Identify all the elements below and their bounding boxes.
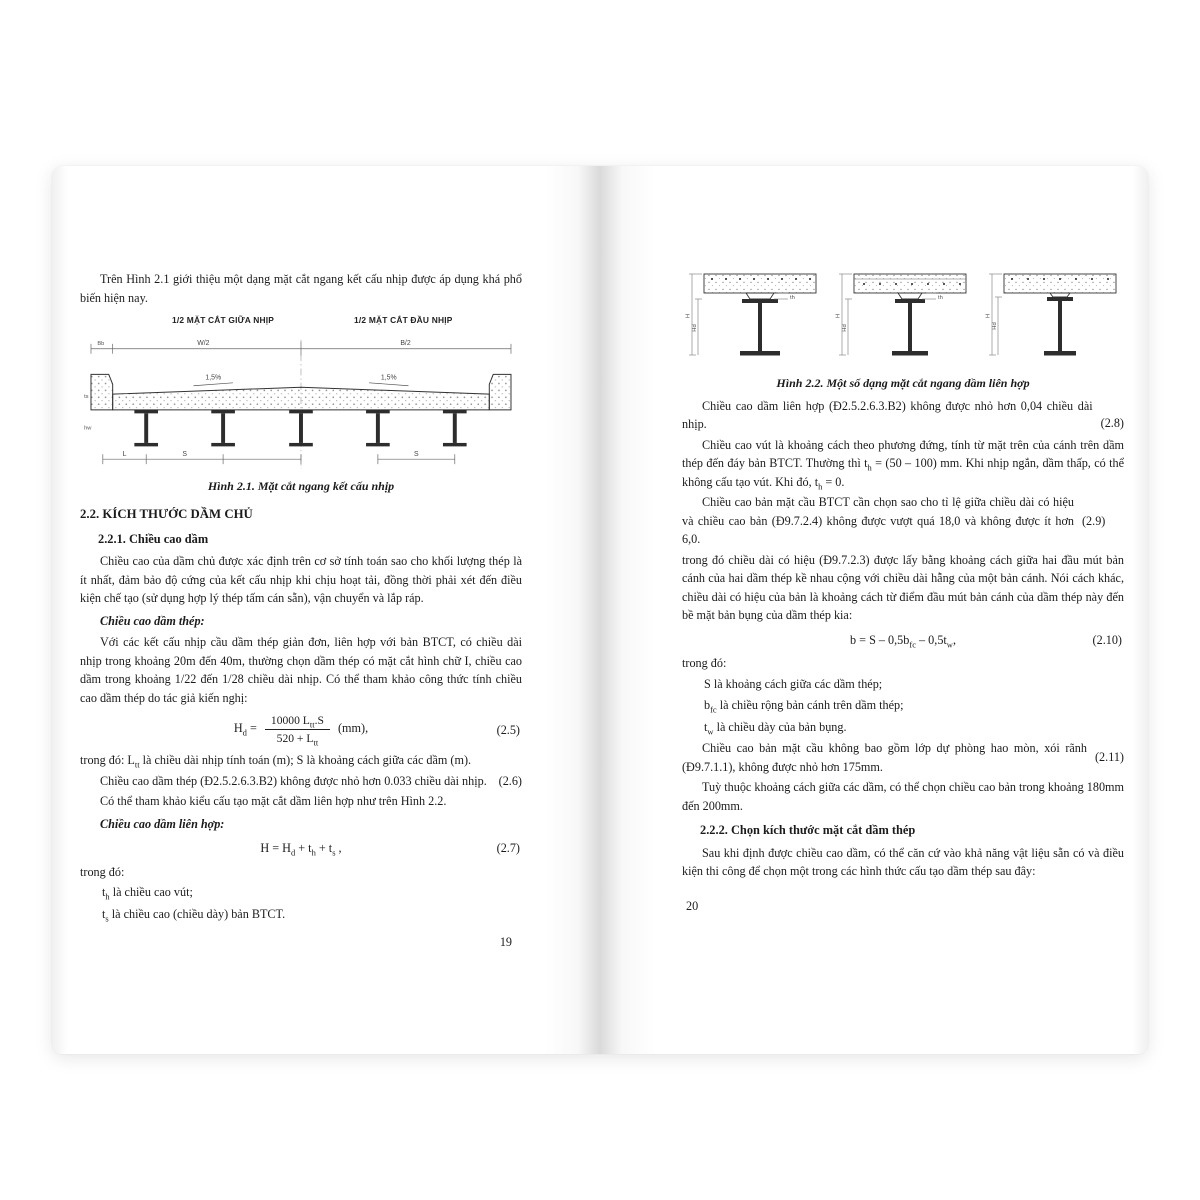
definition-th: $t_h$ là chiều cao vút; <box>102 885 193 902</box>
equation-2-5 <box>80 713 522 746</box>
paragraph-select-section: Sau khi định được chiều cao dầm, có thể căn cứ vào khả năng vật liệu sẵn có và điều kiện thi công để chọn một trong các hình thức cấu tạo dầm thép sau đây: <box>682 845 1124 878</box>
dim-h-label-2: H <box>835 313 842 319</box>
dim-hd-label-1: Hd <box>692 324 698 332</box>
note-equation-2-5: trong đó: $L_{tt}$ là chiều dài nhịp tính toán (m); S là khoảng cách giữa các dầm (m). <box>80 753 472 770</box>
dim-h-label-1: H <box>685 313 692 319</box>
rule-2-8-row <box>682 397 1124 434</box>
dim-ts-label: ts <box>84 393 89 400</box>
figure-2-1 <box>80 311 522 495</box>
equation-2-10-body: $b = S - 0,5b_{fc} - 0,5t_w$, <box>850 632 956 649</box>
section-2-2-2-heading: 2.2.2. Chọn kích thước mặt cắt dầm thép <box>700 823 916 837</box>
dim-th-label-2: th <box>938 295 943 301</box>
paragraph-girder-height: Chiều cao của dầm chủ được xác định trên cơ sở tính toán sao cho khối lượng thép là ít nhất, đảm bảo độ cứng của kết cấu nhịp khi chịu hoạt tải, đồng thời phải xét đến điều kiện chế tạo (sử dụng hợp lý thép tấm cán sẵn), vận chuyển và lắp ráp. <box>80 554 522 605</box>
steel-beam-3 <box>1044 297 1076 356</box>
page-number-20: 20 <box>686 898 699 913</box>
paragraph-slab-range: Tuỳ thuộc khoảng cách giữa các dầm, có thể chọn chiều cao bản trong khoảng 180mm đến 200mm. <box>682 780 1124 813</box>
equation-2-5-number: (2.5) <box>496 722 520 737</box>
barrier-left <box>91 374 113 409</box>
rule-2-6-text: Chiều cao dầm thép (Đ2.5.2.6.3.B2) không được nhỏ hơn 0.033 chiều dài nhịp. <box>100 773 487 788</box>
barrier-right <box>489 374 511 409</box>
equation-2-9-number: (2.9) <box>1082 513 1106 528</box>
figure-2-1-drawing <box>80 333 520 473</box>
dim-th-label-1: th <box>790 295 795 301</box>
equation-2-8-number: (2.8) <box>1100 416 1124 430</box>
slab <box>113 387 490 410</box>
rule-2-11-text: Chiều cao bản mặt cầu không bao gồm lớp dự phòng hao mòn, xói rãnh (Đ9.7.1.1), không được nhỏ hơn 175mm. <box>682 741 1087 774</box>
girder-group <box>134 409 466 445</box>
page-edge-shadow-left <box>52 166 68 1054</box>
figure-2-2-diagram-3 <box>984 266 1122 370</box>
equation-2-10-number: (2.10) <box>1092 632 1122 647</box>
equation-2-7-number: (2.7) <box>496 841 520 856</box>
figure-2-1-label-mid-span: 1/2 MẶT CẮT GIỮA NHỊP <box>172 315 275 325</box>
book-spread <box>52 166 1148 1054</box>
book-gutter-shadow <box>545 166 655 1054</box>
equation-2-5-body <box>233 714 369 748</box>
dim-hd-label-2: Hd <box>842 324 848 332</box>
slab-1 <box>704 274 816 293</box>
equation-2-7 <box>80 839 522 858</box>
dim-hd-label-3: Hd <box>992 322 998 330</box>
equation-2-6-number: (2.6) <box>498 773 522 788</box>
figure-2-1-caption: Hình 2.1. Mặt cắt ngang kết cấu nhịp <box>207 478 395 493</box>
paragraph-steel-girder: Với các kết cấu nhịp cầu dầm thép giản đơn, liên hợp với bản BTCT, có chiều dài nhịp trong khoảng 20m đến 40m, thường chọn dầm thép có mặt cắt hình chữ I, chiều cao dầm trong khoảng 1/22 đến 1/28 chiều dài nhịp. Có thể tham khảo công thức tính chiều cao dầm thép do tác giả kiến nghị: <box>80 635 522 705</box>
rule-2-8-text: Chiều cao dầm liên hợp (Đ2.5.2.6.3.B2) không được nhỏ hơn 0,04 chiều dài nhịp. <box>682 398 1093 431</box>
rule-2-9-row <box>682 493 1124 549</box>
rule-2-6-row <box>80 772 522 791</box>
where-2-7: trong đó: <box>80 864 125 879</box>
figure-2-1-label-end-span: 1/2 MẶT CẮT ĐẦU NHỊP <box>354 315 453 325</box>
dim-l-label: L <box>122 450 127 458</box>
steel-beam-2 <box>892 299 928 356</box>
reference-figure-2-2: Có thể tham khảo kiểu cấu tạo mặt cắt dầm liên hợp như trên Hình 2.2. <box>100 794 447 809</box>
equation-2-7-body: $H = H_d + t_h + t_s$ , <box>260 841 342 858</box>
eq-2-5-denominator: $520 + L_{tt}$ <box>276 732 319 748</box>
figure-2-2 <box>682 266 1124 393</box>
page-number-19: 19 <box>499 935 512 950</box>
section-2-2-heading: 2.2. KÍCH THƯỚC DẦM CHỦ <box>80 507 253 521</box>
definition-tw: $t_w$ là chiều dày của bản bụng. <box>704 719 847 736</box>
page-edge-shadow-right <box>1132 166 1148 1054</box>
paragraph-effective-length: trong đó chiều dài có hiệu (Đ9.7.2.3) được lấy bằng khoảng cách giữa hai đầu mút bản cánh của hai dầm thép kề nhau cộng với chiều dài hẫng của một bản cánh. Nói cách khác, chiều dài có hiệu của bản là khoảng cách từ điểm đầu mút bản cánh của dầm thép này đến bề mặt bản bụng của dầm thép kia: <box>682 552 1124 622</box>
equation-2-11-number: (2.11) <box>1095 750 1124 765</box>
haunch-2 <box>898 293 922 299</box>
haunch-1 <box>746 293 774 299</box>
dim-w2-label: W/2 <box>197 339 210 347</box>
slab-2 <box>854 274 966 293</box>
paragraph-haunch: Chiều cao vút là khoảng cách theo phương đứng, tính từ mặt trên của cánh trên dầm thép đến đáy bản BTCT. Thường thì $t_h = (50 - 100)$ mm. Khi nhịp ngắn, dầm thấp, có thể không cấu tạo vút. Khi đó, $t_h = 0$. <box>682 437 1124 491</box>
slope-right-label: 1,5% <box>380 373 397 381</box>
definition-s: S là khoảng cách giữa các dầm thép; <box>704 676 883 691</box>
eq-2-5-fraction <box>265 713 330 746</box>
bottom-dimension-lines <box>103 454 455 464</box>
page-19 <box>80 270 522 952</box>
equation-2-10 <box>682 631 1124 650</box>
dim-bb-label: Bb <box>97 340 105 347</box>
definition-bfc: $b_{fc}$ là chiều rộng bản cánh trên dầm thép; <box>704 698 904 715</box>
page-20 <box>682 262 1124 915</box>
definition-ts: $t_s$ là chiều cao (chiều dày) bản BTCT. <box>102 906 286 924</box>
eq-2-5-numerator: 10000 $L_{tt}.S$ <box>265 713 330 730</box>
figure-2-2-diagram-2 <box>834 266 972 370</box>
rule-2-11-row <box>682 739 1124 776</box>
rule-2-9-text: Chiều cao bản mặt cầu BTCT cần chọn sao cho tỉ lệ giữa chiều dài có hiệu và chiều cao bản (Đ9.7.2.4) không được vượt quá 18,0 và không được ít hơn 6,0. <box>682 495 1074 546</box>
eq-2-5-lhs: $H_d$ = <box>233 721 257 738</box>
intro-paragraph: Trên Hình 2.1 giới thiệu một dạng mặt cắt ngang kết cấu nhịp được áp dụng khá phổ biến hiện nay. <box>80 272 522 305</box>
dim-s2-label: S <box>414 450 419 458</box>
figure-2-1-section-labels <box>80 311 522 330</box>
slope-left-label: 1,5% <box>205 373 222 381</box>
figure-2-2-diagrams <box>682 266 1124 370</box>
figure-2-2-diagram-1 <box>684 266 822 370</box>
haunch-3 <box>1050 293 1070 297</box>
figure-2-2-caption: Hình 2.2. Một số dạng mặt cắt ngang dầm liên hợp <box>776 376 1030 390</box>
where-2-10: trong đó: <box>682 656 727 670</box>
dim-b2-label: B/2 <box>400 339 411 347</box>
dim-s1-label: S <box>182 450 187 458</box>
dim-hw-label: hw <box>84 425 92 432</box>
lead-composite-girder-height: Chiều cao dầm liên hợp: <box>100 816 225 831</box>
dim-h-label-3: H <box>985 313 992 319</box>
steel-beam-1 <box>740 299 780 356</box>
section-2-2-1-heading: 2.2.1. Chiều cao dầm <box>98 531 209 546</box>
slab-3 <box>1004 274 1116 293</box>
eq-2-5-unit: (mm), <box>338 721 369 736</box>
lead-steel-girder-height: Chiều cao dầm thép: <box>100 613 205 628</box>
